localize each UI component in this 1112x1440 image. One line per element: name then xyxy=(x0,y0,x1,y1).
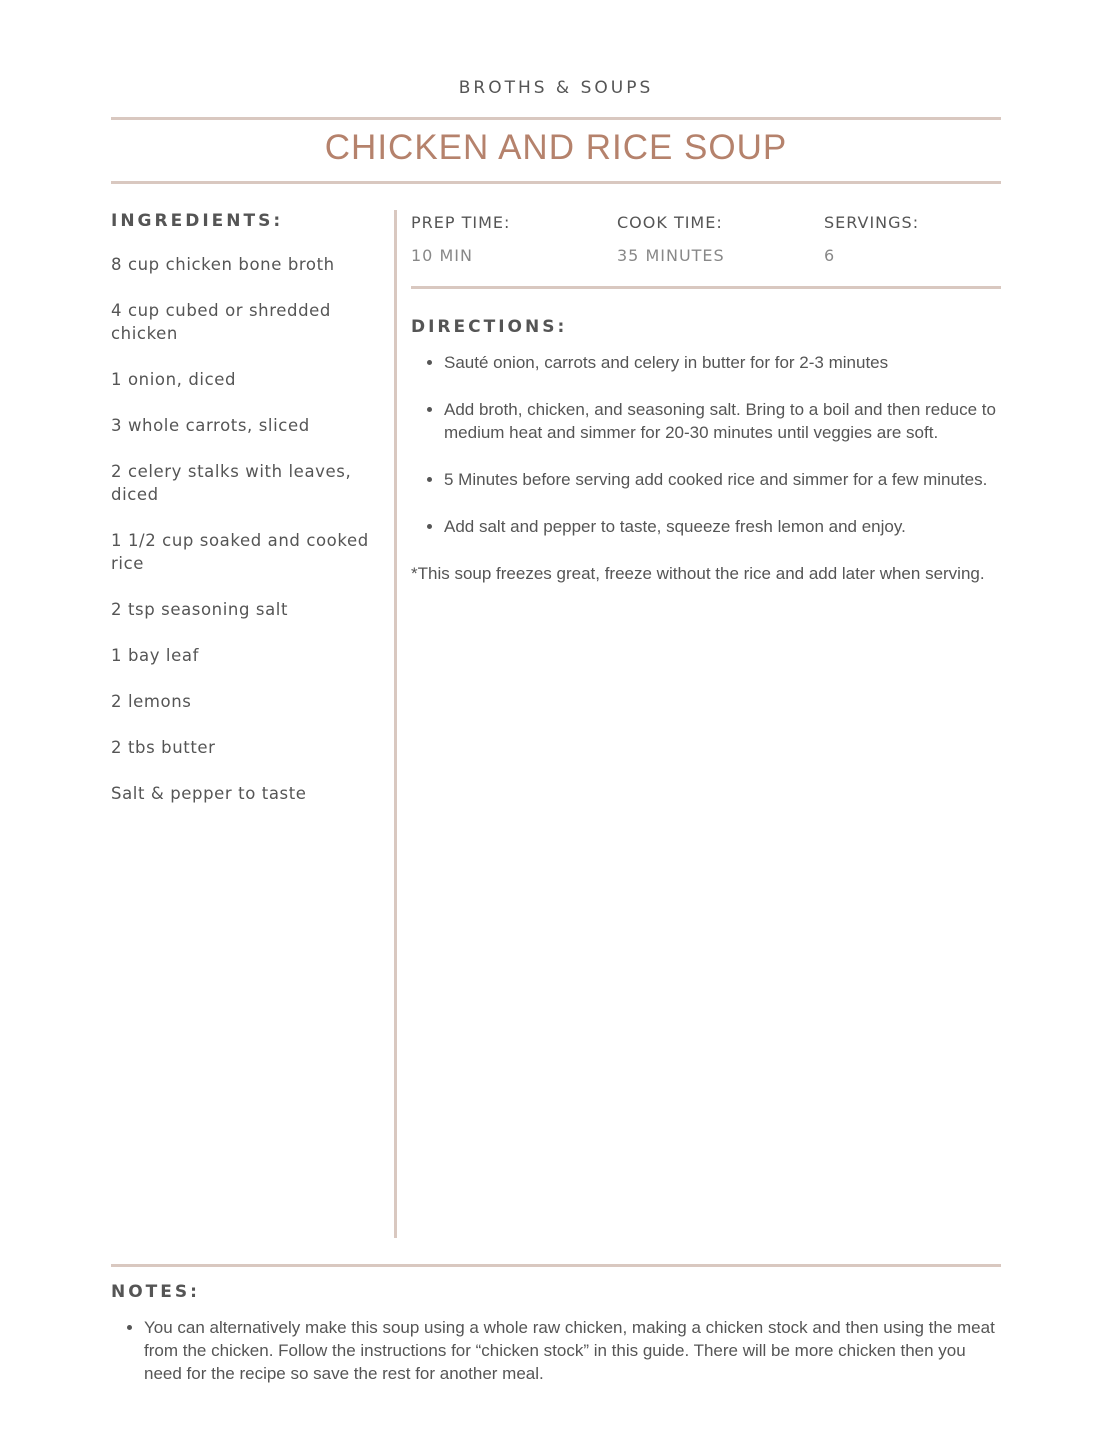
ingredient-item: 2 lemons xyxy=(111,692,192,711)
servings-value: 6 xyxy=(824,246,836,265)
prep-time-label: PREP TIME: xyxy=(411,213,511,232)
ingredients-section xyxy=(111,211,396,828)
ingredient-item: 2 tbs butter xyxy=(111,738,216,757)
direction-step: • Add salt and pepper to taste, squeeze fresh lemon and enjoy. xyxy=(444,515,1001,538)
direction-step: • Sauté onion, carrots and celery in butter for for 2-3 minutes xyxy=(444,351,1001,374)
directions-list xyxy=(411,351,1001,538)
prep-time-value: 10 MIN xyxy=(411,246,473,265)
column-divider xyxy=(394,210,397,1238)
recipe-title: CHICKEN AND RICE SOUP xyxy=(324,128,788,167)
directions-heading: DIRECTIONS: xyxy=(411,317,568,337)
directions-section xyxy=(411,317,1001,585)
ingredient-item: 1 bay leaf xyxy=(111,646,199,665)
notes-list xyxy=(111,1316,1001,1385)
divider xyxy=(411,286,1001,289)
direction-step: • Add broth, chicken, and seasoning salt. Bring to a boil and then reduce to medium heat and simmer for 20-30 minutes until veggies are soft. xyxy=(444,398,1001,444)
cook-time-label: COOK TIME: xyxy=(617,213,723,232)
ingredients-heading: INGREDIENTS: xyxy=(111,211,284,231)
cook-time xyxy=(617,213,725,265)
notes-heading: NOTES: xyxy=(111,1282,200,1302)
divider xyxy=(111,1264,1001,1267)
cook-time-value: 35 MINUTES xyxy=(617,246,725,265)
ingredient-item: 2 tsp seasoning salt xyxy=(111,600,289,619)
ingredient-item: 3 whole carrots, sliced xyxy=(111,416,310,435)
category-label: BROTHS & SOUPS xyxy=(458,78,654,98)
ingredient-item: Salt & pepper to taste xyxy=(111,784,307,803)
ingredient-item: 2 celery stalks with leaves, diced xyxy=(111,462,352,504)
ingredient-item: 1 onion, diced xyxy=(111,370,237,389)
prep-time xyxy=(411,213,510,265)
divider xyxy=(111,181,1001,184)
ingredient-item: 1 1/2 cup soaked and cooked rice xyxy=(111,531,369,573)
servings xyxy=(824,213,919,265)
servings-label: SERVINGS: xyxy=(824,213,920,232)
note-item: • You can alternatively make this soup using a whole raw chicken, making a chicken stock and then using the meat from the chicken. Follow the instructions for “chicken stock” in this guide. There will be more chicken then you need for the recipe so save the rest for another meal. xyxy=(144,1316,1001,1385)
notes-section xyxy=(111,1282,1001,1385)
ingredients-list xyxy=(111,253,396,805)
ingredient-item: 8 cup chicken bone broth xyxy=(111,255,335,274)
directions-note: *This soup freezes great, freeze without the rice and add later when serving. xyxy=(411,564,985,583)
direction-step: • 5 Minutes before serving add cooked rice and simmer for a few minutes. xyxy=(444,468,1001,491)
divider xyxy=(111,117,1001,120)
ingredient-item: 4 cup cubed or shredded chicken xyxy=(111,301,331,343)
